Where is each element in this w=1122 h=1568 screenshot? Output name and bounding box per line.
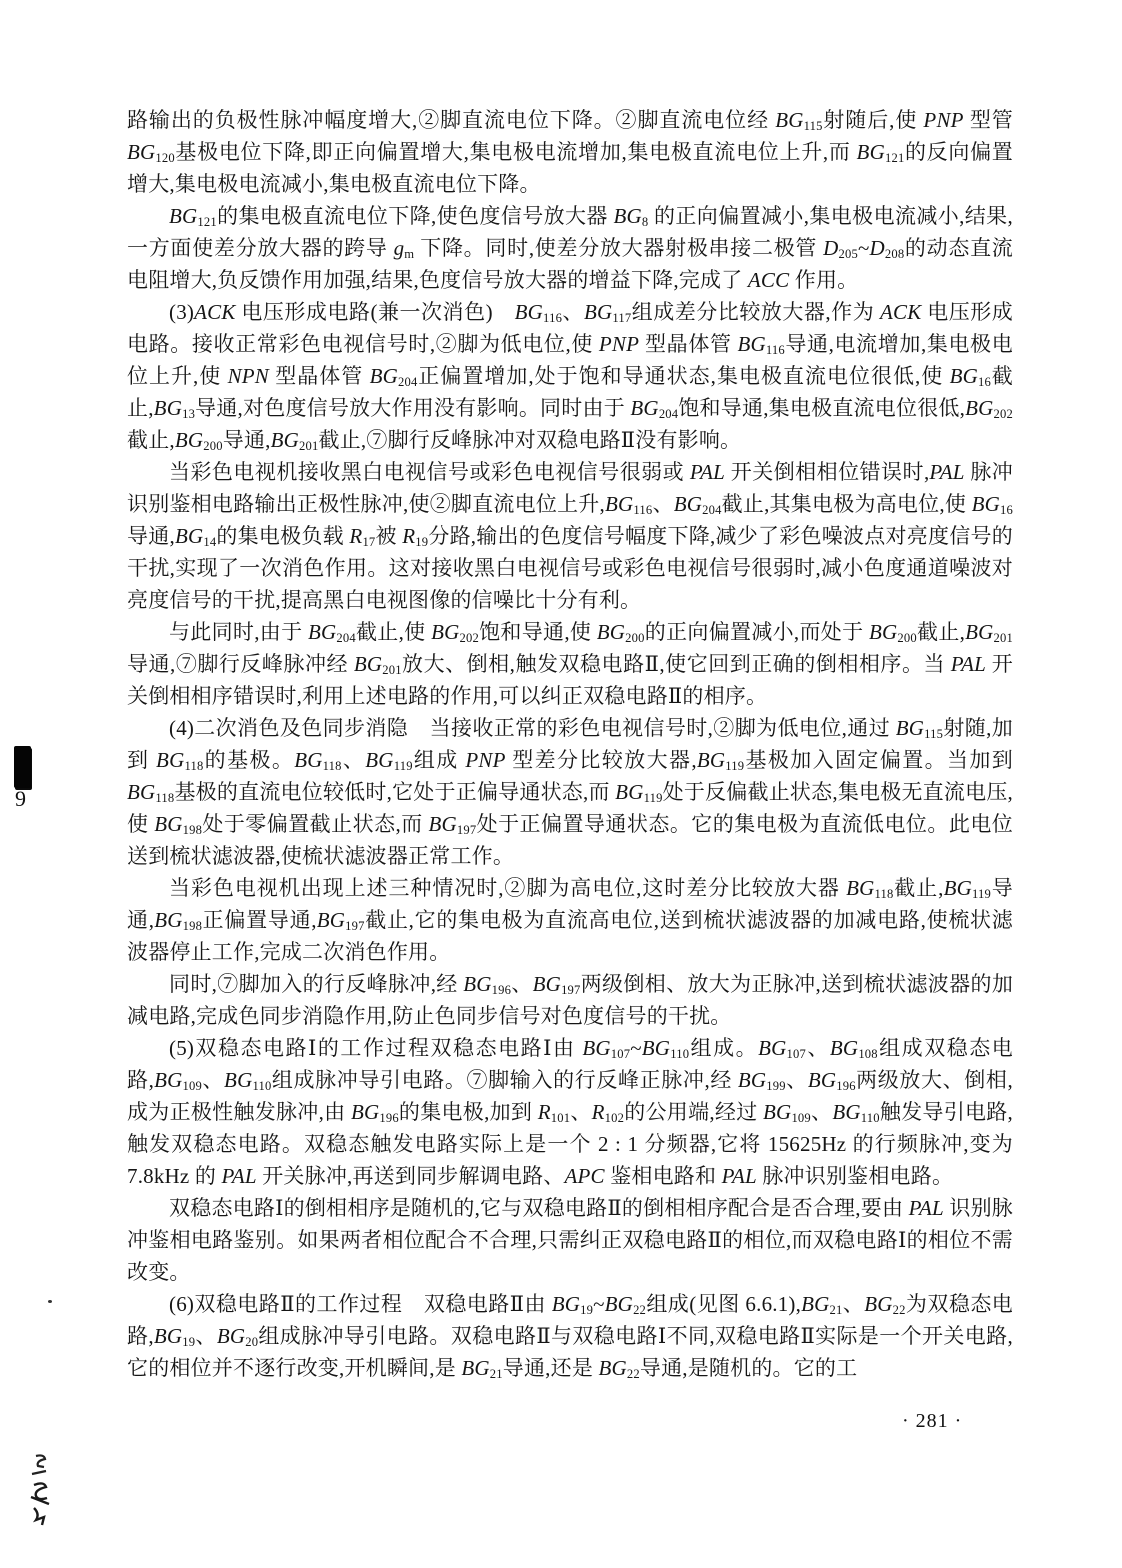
paragraph: $BG_{121}$的集电极直流电位下降,使色度信号放大器 $BG_8$ 的正向偏置减小,集电极电流减小,结果,一方面使差分放大器的跨导 $g_m$ 下降。同时,使差分放大器射极串接二极管 $D_{205}\sim D_{208}$的动态直流电阻增大,负反馈作用加强,结果,色度信号放大器的增益下降,完成了 ACC 作用。 <box>127 204 1014 292</box>
margin-smudge-mark <box>24 1452 58 1552</box>
paragraph: (4)二次消色及色同步消隐 当接收正常的彩色电视信号时,②脚为低电位,通过 $BG_{115}$射随,加到 $BG_{118}$的基极。$BG_{118}$、$BG_{119}$组成 PNP 型差分比较放大器$,BG_{119}$基极加入固定偏置。当加到 $BG_{118}$基极的直流电位较低时,它处于正偏导通状态,而 $BG_{119}$处于反偏截止状态,集电极无直流电压,使 $BG_{198}$处于零偏置截止状态,而 $BG_{197}$处于正偏置导通状态。它的集电极为直流低电位。此电位送到梳状滤波器,使梳状滤波器正常工作。 <box>127 716 1013 868</box>
paragraph: 同时,⑦脚加入的行反峰脉冲,经 $BG_{196}$、$BG_{197}$两级倒相、放大为正脉冲,送到梳状滤波器的加减电路,完成色同步消隐作用,防止色同步信号对色度信号的干扰。 <box>127 972 1014 1028</box>
margin-ink-mark <box>14 746 31 788</box>
paragraph: 当彩色电视机出现上述三种情况时,②脚为高电位,这时差分比较放大器 $BG_{118}$截止$,BG_{119}$导通$,BG_{198}$正偏置导通$,BG_{197}$截止,它的集电极为直流高电位,送到梳状滤波器的加减电路,使梳状滤波器停止工作,完成二次消色作用。 <box>127 876 1013 964</box>
paragraph: (5)双稳态电路Ⅰ的工作过程双稳态电路Ⅰ由 $BG_{107}\sim BG_{110}$组成。$BG_{107}$、$BG_{108}$组成双稳态电路$,BG_{109}$、$BG_{110}$组成脉冲导引电路。⑦脚输入的行反峰正脉冲,经 $BG_{199}$、$BG_{196}$两级放大、倒相,成为正极性触发脉冲,由 $BG_{196}$的集电极,加到 $R_{101}$、$R_{102}$的公用端,经过 $BG_{109}$、$BG_{110}$触发导引电路,触发双稳态电路。双稳态触发电路实际上是一个 2 : 1 分频器,它将 15625Hz 的行频脉冲,变为 7.8kHz 的 PAL 开关脉冲,再送到同步解调电路、APC 鉴相电路和 PAL 脉冲识别鉴相电路。 <box>127 1036 1013 1188</box>
stray-ink-dot <box>48 1300 52 1303</box>
paragraph: 与此同时,由于 $BG_{204}$截止,使 $BG_{202}$饱和导通,使 $BG_{200}$的正向偏置减小,而处于 $BG_{200}$截止$,BG_{201}$导通,⑦脚行反峰脉冲经 $BG_{201}$放大、倒相,触发双稳电路Ⅱ,使它回到正确的倒相相序。当 PAL 开关倒相相序错误时,利用上述电路的作用,可以纠正双稳电路Ⅱ的相序。 <box>127 620 1013 708</box>
paragraph: (6)双稳电路Ⅱ的工作过程 双稳电路Ⅱ由 $BG_{19}\sim BG_{22}$组成(见图 $6.6.1),BG_{21}$、$BG_{22}$为双稳态电路$,BG_{19}$、$BG_{20}$组成脉冲导引电路。双稳电路Ⅱ与双稳电路Ⅰ不同,双稳电路Ⅱ实际是一个开关电路,它的相位并不逐行改变,开机瞬间,是 $BG_{21}$导通,还是 $BG_{22}$导通,是随机的。它的工 <box>127 1292 1014 1382</box>
margin-section-number: 9 <box>15 786 26 811</box>
text-column <box>127 104 1013 1384</box>
paragraph: 双稳态电路Ⅰ的倒相相序是随机的,它与双稳电路Ⅱ的倒相相序配合是否合理,要由 PAL 识别脉冲鉴相电路鉴别。如果两者相位配合不合理,只需纠正双稳电路Ⅱ的相位,而双稳电路Ⅰ的相位不需改变。 <box>127 1196 1013 1284</box>
paragraph: 当彩色电视机接收黑白电视信号或彩色电视信号很弱或 PAL 开关倒相相位错误时,PAL 脉冲识别鉴相电路输出正极性脉冲,使②脚直流电位上升$,BG_{116}$、$BG_{204}$截止,其集电极为高电位,使 $BG_{16}$导通$,BG_{14}$的集电极负载 $R_{17}$被 $R_{19}$分路,输出的色度信号幅度下降,减少了彩色噪波点对亮度信号的干扰,实现了一次消色作用。这对接收黑白电视信号或彩色电视信号很弱时,减小色度通道噪波对亮度信号的干扰,提高黑白电视图像的信噪比十分有利。 <box>127 460 1014 612</box>
page-number: · 281 · <box>902 1410 963 1432</box>
paragraph: (3)ACK 电压形成电路(兼一次消色) $BG_{116}$、$BG_{117}$组成差分比较放大器,作为 ACK 电压形成电路。接收正常彩色电视信号时,②脚为低电位,使 PNP 型晶体管 $BG_{116}$导通,电流增加,集电极电位上升,使 NPN 型晶体管 $BG_{204}$正偏置增加,处于饱和导通状态,集电极直流电位很低,使 $BG_{16}$截止$,BG_{13}$导通,对色度信号放大作用没有影响。同时由于 $BG_{204}$饱和导通,集电极直流电位很低$,BG_{202}$截止$,BG_{200}$导通$,BG_{201}$截止,⑦脚行反峰脉冲对双稳电路Ⅱ没有影响。 <box>127 300 1013 454</box>
paragraph: 路输出的负极性脉冲幅度增大,②脚直流电位下降。②脚直流电位经 $BG_{115}$射随后,使 PNP 型管 $BG_{120}$基极电位下降,即正向偏置增大,集电极电流增加,集电极直流电位上升,而 $BG_{121}$的反向偏置增大,集电极电流减小,集电极直流电位下降。 <box>127 108 1014 196</box>
